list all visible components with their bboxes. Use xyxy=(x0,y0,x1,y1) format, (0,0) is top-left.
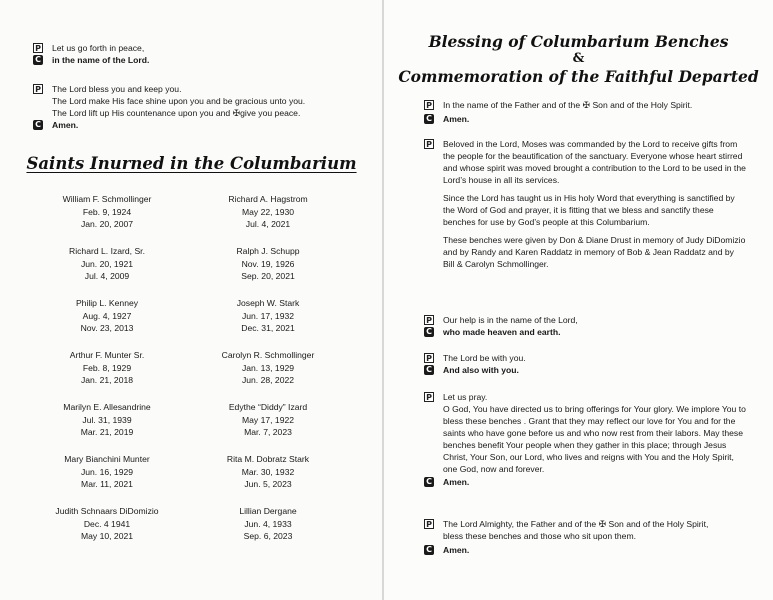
dismissal-block xyxy=(33,42,373,66)
help-congregation-text: who made heaven and earth. xyxy=(443,327,561,337)
title-ampersand: & xyxy=(572,51,585,66)
saint-born: Nov. 19, 1926 xyxy=(241,258,295,269)
saint-died: Mar. 11, 2021 xyxy=(81,479,133,489)
saint-born: Dec. 4 1941 xyxy=(83,518,131,529)
saint-entry xyxy=(183,297,353,335)
saint-entry xyxy=(183,349,353,387)
cross-icon: ✠ xyxy=(598,519,607,529)
benediction-line-2 xyxy=(33,95,373,107)
saint-name: Marilyn E. Allesandrine xyxy=(63,402,151,412)
pastor-badge-icon: P xyxy=(33,84,43,94)
saint-entry xyxy=(22,453,192,491)
saint-name: Joseph W. Stark xyxy=(236,298,300,308)
saint-name: Rita M. Dobratz Stark xyxy=(226,454,310,464)
saint-name: Lillian Dergane xyxy=(239,506,297,516)
saint-died: Jul. 4, 2021 xyxy=(245,219,291,229)
final-blessing-block xyxy=(424,518,746,556)
congregation-badge-icon: C xyxy=(424,327,434,337)
since-paragraph: Since the Lord has taught us in His holy Word that everything is sanctified by the Word of God and prayer, it is fitting that we bless and sanctify these benches for use by God’s people at this Columbarium. xyxy=(443,193,735,227)
benediction-line-3 xyxy=(33,107,373,119)
saint-name: Richard A. Hagstrom xyxy=(228,194,308,204)
dismissal-congregation-text: in the name of the Lord. xyxy=(52,55,150,65)
congregation-badge-icon: C xyxy=(33,120,43,130)
with-congregation-line xyxy=(424,364,746,376)
prayer-block xyxy=(424,391,746,488)
saints-title-text: Saints Inurned in the Columbarium xyxy=(26,154,357,173)
cross-icon: ✠ xyxy=(582,100,591,110)
congregation-badge-icon: C xyxy=(424,114,434,124)
saint-name: Richard L. Izard, Sr. xyxy=(69,246,145,256)
saint-died: Jun. 28, 2022 xyxy=(241,375,295,385)
benediction-line-1 xyxy=(33,83,373,95)
saint-entry xyxy=(22,349,192,387)
saint-born: Feb. 9, 1924 xyxy=(82,206,132,217)
with-congregation-text: And also with you. xyxy=(443,365,519,375)
saint-died: May 10, 2021 xyxy=(80,531,134,541)
saint-born: Jun. 4, 1933 xyxy=(244,518,292,529)
saint-died: Sep. 6, 2023 xyxy=(243,531,293,541)
congregation-badge-icon: C xyxy=(424,477,434,487)
final-pastor-line xyxy=(424,518,746,530)
saint-name: William F. Schmollinger xyxy=(62,194,152,204)
benediction-text: The Lord make His face shine upon you and be gracious unto you. xyxy=(52,96,306,106)
benediction-text: give you peace. xyxy=(240,108,301,118)
saint-born: Jun. 17, 1932 xyxy=(241,310,295,321)
dismissal-pastor-line xyxy=(33,42,373,54)
dismissal-pastor-text: Let us go forth in peace, xyxy=(52,43,145,53)
amen-text: Amen. xyxy=(443,545,470,555)
versicle-help-block xyxy=(424,314,746,338)
saint-died: Nov. 23, 2013 xyxy=(80,323,134,333)
saint-entry xyxy=(183,193,353,231)
benediction-text: The Lord bless you and keep you. xyxy=(52,84,182,94)
with-pastor-line xyxy=(424,352,746,364)
saint-name: Carolyn R. Schmollinger xyxy=(221,350,315,360)
invocation-text: Son and of the Holy Spirit. xyxy=(590,100,693,110)
pastor-badge-icon: P xyxy=(424,519,434,529)
beloved-paragraph: Beloved in the Lord, Moses was commanded by the Lord to receive gifts from the people for the beautification of the sanctuary. Everyone whose heart stirred and whose spirit was moved brought a contribution to the Lord to be used in the Lord’s house in all its services. xyxy=(443,139,746,185)
invocation-text: In the name of the Father and of the xyxy=(443,100,581,110)
saint-died: Sep. 20, 2021 xyxy=(241,271,295,281)
saint-born: Jan. 13, 1929 xyxy=(241,362,295,373)
benediction-block xyxy=(33,83,373,131)
congregation-badge-icon: C xyxy=(424,545,434,555)
saint-name: Mary Bianchini Munter xyxy=(64,454,150,464)
cross-icon: ✠ xyxy=(232,108,241,118)
benediction-text: The Lord lift up His countenance upon you and xyxy=(52,108,231,118)
saint-entry xyxy=(183,453,353,491)
saint-name: Ralph J. Schupp xyxy=(236,246,300,256)
saint-born: Jun. 16, 1929 xyxy=(80,466,134,477)
saint-entry xyxy=(22,297,192,335)
saint-entry xyxy=(183,401,353,439)
saint-entry xyxy=(22,193,192,231)
invocation-amen-line xyxy=(424,113,746,125)
saint-name: Judith Schnaars DiDomizio xyxy=(55,506,159,516)
saint-died: Mar. 21, 2019 xyxy=(80,427,134,437)
saint-born: Mar. 30, 1932 xyxy=(241,466,295,477)
dismissal-congregation-line xyxy=(33,54,373,66)
pastor-badge-icon: P xyxy=(33,43,43,53)
saint-born: Jul. 31, 1939 xyxy=(82,414,132,425)
saint-born: May 22, 1930 xyxy=(241,206,295,217)
invocation-pastor-line xyxy=(424,99,746,111)
blessing-title xyxy=(384,32,773,86)
amen-text: Amen. xyxy=(443,114,470,124)
right-page xyxy=(384,0,773,600)
pastor-badge-icon: P xyxy=(424,139,434,149)
saint-name: Edythe “Diddy” Izard xyxy=(228,402,308,412)
saint-born: May 17, 1922 xyxy=(241,414,295,425)
pastor-badge-icon: P xyxy=(424,353,434,363)
congregation-badge-icon: C xyxy=(424,365,434,375)
benches-paragraph: These benches were given by Don & Diane Drust in memory of Judy DiDomizio and by Randy and Karen Raddatz in memory of Bob & Jean Raddatz and by Bill & Carolyn Schmollinger. xyxy=(443,235,746,269)
saint-born: Jun. 20, 1921 xyxy=(80,258,134,269)
help-pastor-text: Our help is in the name of the Lord, xyxy=(443,315,578,325)
saint-entry xyxy=(183,245,353,283)
prayer-paragraph: O God, You have directed us to bring offerings for Your glory. We implore You to bless these benches . Grant that they may reflect our love for You and for the saints who have gone before us and who now rest from their labors. May these benches benefit Your people when they gather in this place; through Jesus Christ, Your Son, our Lord, who lives and reigns with You and the Holy Spirit, one God, now and forever. xyxy=(443,404,746,474)
page-fold xyxy=(382,0,384,600)
with-pastor-text: The Lord be with you. xyxy=(443,353,526,363)
saint-name: Philip L. Kenney xyxy=(75,298,139,308)
amen-text: Amen. xyxy=(52,120,79,130)
saint-died: Jan. 21, 2018 xyxy=(80,375,134,385)
final-text: Son and of the Holy Spirit, xyxy=(606,519,709,529)
final-amen-line xyxy=(424,544,746,556)
saint-entry xyxy=(22,505,192,543)
amen-text: Amen. xyxy=(443,477,470,487)
final-pastor-line-2 xyxy=(424,530,746,542)
saint-died: Jul. 4, 2009 xyxy=(84,271,130,281)
pastor-badge-icon: P xyxy=(424,100,434,110)
saint-died: Jan. 20, 2007 xyxy=(80,219,134,229)
final-text: The Lord Almighty, the Father and of the xyxy=(443,519,597,529)
invocation-block xyxy=(424,99,746,125)
beloved-line xyxy=(424,138,746,186)
final-text: bless these benches and those who sit upon them. xyxy=(443,531,637,541)
versicle-with-block xyxy=(424,352,746,376)
saint-died: Mar. 7, 2023 xyxy=(244,427,292,437)
title-line-2: Commemoration of the Faithful Departed xyxy=(398,67,759,86)
exhortation-block xyxy=(424,138,746,270)
saint-name: Arthur F. Munter Sr. xyxy=(69,350,145,360)
help-congregation-line xyxy=(424,326,746,338)
saint-born: Feb. 8, 1929 xyxy=(82,362,132,373)
benediction-amen-line xyxy=(33,119,373,131)
saint-entry xyxy=(183,505,353,543)
pray-pastor-line xyxy=(424,391,746,403)
pastor-badge-icon: P xyxy=(424,315,434,325)
saint-born: Aug. 4, 1927 xyxy=(82,310,132,321)
help-pastor-line xyxy=(424,314,746,326)
pastor-badge-icon: P xyxy=(424,392,434,402)
pray-pastor-text: Let us pray. xyxy=(443,392,488,402)
title-line-1: Blessing of Columbarium Benches xyxy=(428,32,729,51)
saint-died: Jun. 5, 2023 xyxy=(244,479,292,489)
saint-died: Dec. 31, 2021 xyxy=(241,323,295,333)
prayer-amen-line xyxy=(424,476,746,488)
congregation-badge-icon: C xyxy=(33,55,43,65)
saints-title xyxy=(0,154,383,173)
saint-entry xyxy=(22,245,192,283)
saint-entry xyxy=(22,401,192,439)
